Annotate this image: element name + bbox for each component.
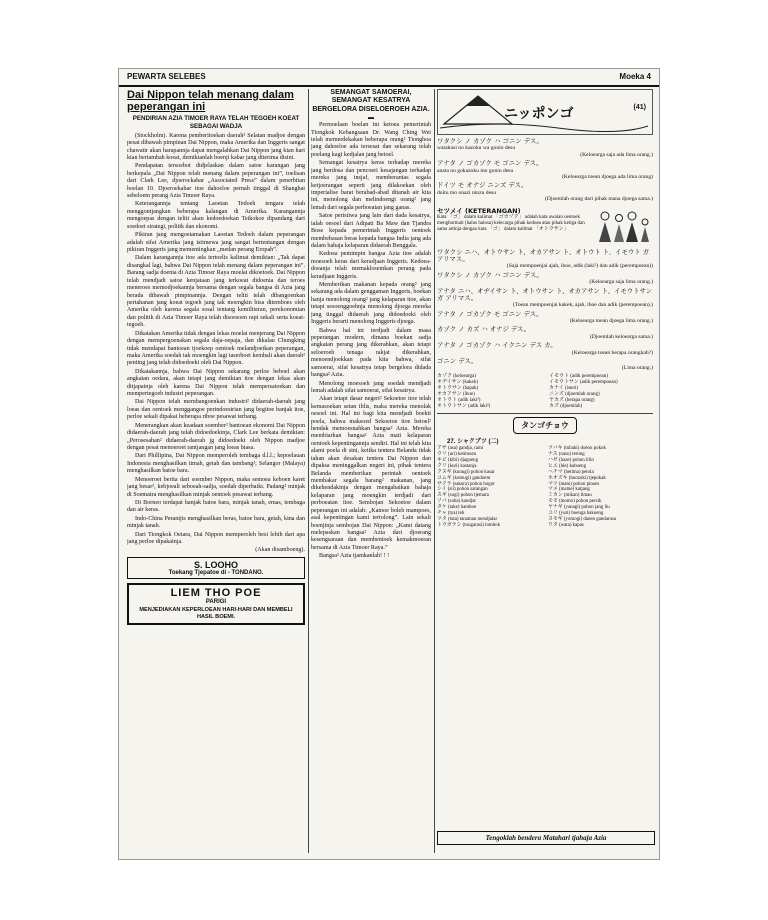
japanese-line: アナタ ニハ、オヂイサン ト、オトウサン ト、オカアサン ト、イモウトサン ガ アリマス。 <box>437 286 653 302</box>
word-item: タケ (take) bamboe <box>437 505 477 511</box>
translation: (Djoemlah orang dari pihak mana djoega sama.) <box>545 196 653 203</box>
vocab-item: オヂイサン (kakek) <box>437 379 478 385</box>
banner-illustration <box>438 90 652 132</box>
romanization: watakusi no kazoku wa gonin desu <box>437 145 516 152</box>
paragraph: Permoelaan boelan ini ketoea pemerintah Tiongkok Kebangsaan Dr. Wang Ching Wei telah memerdekakan beberapa orang² Tionghoa jang dahoeloe ada tersesat dan sekarang telah poelang kagi kedjalan jang betoel. <box>311 122 431 158</box>
word-item: ナス (nasu) terong <box>548 452 585 458</box>
vocab-item: オトウト (adik laki²) <box>437 398 481 404</box>
japanese-line: ワタクシ ニハ、オトウサン ト、オカアサン ト、オトウト ト、イモウト ガ アリマス。 <box>437 247 650 263</box>
page-number: Moeka 4 <box>619 72 651 81</box>
word-item: マツ (matu) pohon pinoes <box>548 481 600 487</box>
japanese-line: ワタクシ ノ カゾク ハ ゴニン デス。 <box>437 270 543 279</box>
vocab-item: ヤカズ (berapa orang) <box>549 398 595 404</box>
japanese-line: ワタクシ ノ カゾク ハ ゴニン デス。 <box>437 137 543 145</box>
word-item: ツタ (tuta) tanaman mendjalar <box>437 516 498 522</box>
word-item: アサ (asa) gandja, rami <box>437 446 484 452</box>
paragraph: Indo-China Perantjis menghasilkan beras, batoe bara, getah, kina dan minjak tanah. <box>127 515 305 530</box>
lesson-number: (41) <box>633 104 646 111</box>
ad-name: LIEM THO POE <box>170 587 262 600</box>
vocab-item: オカアサン (iboe) <box>437 392 475 398</box>
paragraph: Semangat kesatrya keras terhadap mereka jang berdosa dan pencoeri kesajangan terhadap mereka jang insjaf, memberantas segala ketjoerangan seperti jang dilakoekan oleh imperialise barat berabad-abad ditanah air kita ini, menolong dan melindoengi orang² jang lemah dari segala perboeatan jang ganas. <box>311 160 431 211</box>
paragraph: Dalam karangannja itoe ada tertoelis kalimat demikian: „Tak dapat disangkal lagi, bahwa Dai Nippon telah menang dalam peperangan ini”. Barang sadja doenia di Azia Timoer Raya moelai dikoetoek. Dai Nippon telah mendjadi satoe kenjataan jang terkoeat didoenia dan teroes meneroes memodjoekannja bersama dengan segala bangsa di Azia jang berada dibawah pimpinannja. Dengan teliti telah dibangoenkan pertahanan jang koeat tegoeh jang tak moengkin bisa ditemboes oleh Amerika oleh karena segala sosal tentang kemiliteran, perekonomian dan politik di Azia Timoer Raya telah disoesoen rapi sekali serta koeat-tegoeh. <box>127 255 305 329</box>
word-item: ツバキ (tubaki) doeon pokok <box>548 446 606 452</box>
slogan-footer: Tengoklah bendera Matahari tjahaja Azia <box>437 831 655 845</box>
vocab-item: イモウトサン (adik perempoean) <box>549 379 618 385</box>
column-left <box>127 89 305 853</box>
word-item: ヤナギ (yanagi) pohon jang liu <box>548 505 610 511</box>
paragraph: Kedoea pemimpin bangsa Azia itoe adalah moesoeh keras dari keradjaan Inggeris. Kedoea-doeanja telah memaklosemkan perang pada keradjaan Inggeris. <box>311 251 431 280</box>
lesson-heading: 27. シャクブツ (二) <box>447 439 499 446</box>
vocab-item: オトウトサン (adik laki²) <box>437 404 491 410</box>
word-item: スギ (sugi) pohon tjemara <box>437 493 489 499</box>
vocab-item: オトウサン (bapak) <box>437 385 479 391</box>
newspaper-page <box>118 68 660 860</box>
keterangan-box <box>437 206 653 246</box>
paragraph: Menerangkan akan keadaan soember² bantoean ekonomi Dai Nippon didaerah-daerah jang telah didoedoekinja, Clark Lee berkata demikian: „Perosesahan² didaerah-daerah jg didoedoeki oleh Nippon madjoe dengan pesat menoeroet rantjangan jang loeas biasa. <box>127 422 305 451</box>
keterangan-text: Kata 「ゴ」 dalam kalimat 「ゴカゾク」 adalah kata awalan oentoek menghormati (halus halosa) kelecarga pihak kedoea atau pihak ketiga dan sama artinja dengan kata 「ゴ」 dalam kalimat 「オトウサン」 <box>437 214 585 232</box>
nippongo-banner <box>437 89 653 135</box>
translation: (Keloearga saja lima orang.) <box>589 279 653 286</box>
word-item: マメ (mame) katjang <box>548 487 590 493</box>
translation: (Keloearga toean djoega lima orang.) <box>569 318 653 325</box>
paragraph: (Stockholm). Karena pemberitoekan daerah² Selatan madjoe dengan pesat dibawah pimpinan Dai Nippon, maka Amerika dan Inggeris sangat chawatir akan harapannja dapat mengalahkan Dai Nippon jang kian hari kian bertambah koeat, demikianlah boenji kabar jang diterima disini. <box>127 132 305 161</box>
paragraph: Menoeroet berita dari soember Nippon, maka semoea keboen karet jang besar², kebjoeali seboeah-sadja, soedah diperbaiki. Padang² minjak di Soematra menghasilkan minjak oentoek pesawat terbang. <box>127 476 305 498</box>
word-item: キビ (kibi) djagoeng <box>437 458 479 464</box>
word-item: ユリ (yuri) boenga bakoeng <box>548 510 604 516</box>
column-right <box>437 89 653 853</box>
article-body <box>311 122 431 560</box>
ad-line: Toekang Tjepatoe di - TONDANO. <box>168 570 264 577</box>
column-rule <box>308 89 309 853</box>
word-item: シイ (sii) pohon sarangan <box>437 487 488 493</box>
word-list <box>437 446 653 528</box>
word-item: ソバ (soba) kandjat <box>437 499 476 505</box>
ad-place: PARIGI <box>205 599 227 606</box>
word-item: チャ (tya) teh <box>437 510 465 516</box>
word-item: ワタ (wata) kapas <box>548 522 584 528</box>
column-middle <box>311 89 431 853</box>
paragraph: Bahwa hal ini terdjadi dalam masa peperangan modern, dimana boekan sadja angkatan perang jang dikerahkan, akan tetapi seloeroeh tenaga rakjat dikerahkan, menoendjoekkan pada kita bahwa, sifat samoerai, sifat kesatrya tetap bergelora didada bangsa² Azia. <box>311 327 431 379</box>
word-item: ヒエ (hie) kaboeng <box>548 463 587 469</box>
paragraph: Menolong moesoeh jang soedah mendjadi lemah adalah sifat samoerai, sifat kesatrya. <box>311 380 431 394</box>
word-item: ホオズキ (hoozuki) tjepokak <box>548 475 606 481</box>
article-title: SEMANGAT SAMOERAI, SEMANGAT KESATRYA BERGELORA DISELOEROEH AZIA. <box>312 89 430 113</box>
ad-name: S. LOOHO <box>193 560 238 571</box>
continuation-note: (Akan disamboeng). <box>255 547 305 554</box>
vocab-item: ニンズ (djoemlah orang) <box>549 392 600 398</box>
paragraph: Akan tetapi dasar negeri² Sekoetoe itoe telah kemasoekan setan iblis, maka mereka menolak oesoel ini. Hal ini bagi kita mendjadi boekti poela, bahwa maksoed Sekoetoe itoe betoel² hendak memoesnahkan bangsa² Azia. Mereka membiarkan bangsa² Azia mati kelaparan oentoek kepentingannja sendiri. Hal ini telah kita alami poela di sini, ketika tentera Belanda tidak tahan akan desakan tentera Dai Nippon dan dipaksa meninggalkan negeri ini, pihak tentera Belanda memberikan perintah oentoek membakar segala barang² makanan, jang dikehendakinja dengan mengabaikan bahaja kelaparan jang moengkin terdjadi dari perboeatan itoe. Sembojan Sekoetoe dalam peperangan ini adalah: „Kamoe boleh mampoes, asal kepentingan kami tertolong”. Lain sekali boenjinja sembojan Dai Nippon: „Kami datang melepaskan bangsa² Azia dari djoerang kesengsaraan dan membentoek kemakmoeran bersama di Azia Timoer Raya.” <box>311 396 431 551</box>
romanization: doitu mo onazi ninzu desu <box>437 189 497 196</box>
article-subtitle: PENDIRIAN AZIA TIMOER RAYA TELAH TEGOEH KOEAT SEBAGAI WADJA <box>132 115 300 130</box>
paragraph: Dari Phillipina, Dai Nippon memperoleh tembaga d.l.l.; kepoelauan Indonesia menghasilkan timah, getah dan tambang²; Selangor (Malaya) menghasilkan batoe bara. <box>127 453 305 475</box>
translation: (Keloearga toean djoega ada lima orang) <box>561 173 653 180</box>
word-item: モモ (momo) pohon persik <box>548 499 602 505</box>
translation: (Lima orang.) <box>621 365 653 372</box>
paragraph: Dikatakan Amerika tidak dengan lekas moelai menjerang Dai Nippon dengan mempergoenakan segala daja-oepaja, dan dikalau Chungking tidak mendapat bantoean tjoekoep oentoek melandjoetkan peperangan, maka Amerika soedah tak moengkin lagi taserboet kembali akan daerah² penting jang telah didoedoeki oleh Dai Nippon. <box>127 330 305 367</box>
ad-text: MENJEDIAKAN KEPERLOEAN HARI-HARI DAN MEMBELI HASIL BOEMI. <box>139 607 293 621</box>
paragraph: Dai Nippon telah membangoenkan industri² didaerah-daerah jang loeas dan oentoek menggangoe perindoestrian jang begitoe banjak itoe, perloe sekali dipakai beberapa riboe pesawat terbang. <box>127 399 305 421</box>
word-item: サクラ (sakura) pohon bogor <box>437 481 495 487</box>
word-item: コムギ (komugi) gandoem <box>437 475 491 481</box>
tangocho-title: タンゴチョウ <box>513 417 577 434</box>
translation: (Toean mempoenjai kakek, ajah, iboe dan adik (perempoean).) <box>512 302 653 309</box>
word-item: トウガラシ (tougarasi) lombok <box>437 522 501 528</box>
japanese-line: カゾク ノ カズ ハ オナジ デス。 <box>437 325 530 334</box>
japanese-line: ドイツ モ オナジ ニンズ デス。 <box>437 181 528 190</box>
japanese-line: アナタ ノ ゴカゾク モ ゴニン デス。 <box>437 159 543 168</box>
vocabulary-list <box>437 374 653 411</box>
paragraph: Dari Tiongkok Oetara, Dai Nippon memperoleh besi lebih dari apa jang perloe dipakainja. <box>127 531 305 546</box>
sentence-block-2 <box>437 249 653 372</box>
word-item: ミカン (mikan) limau <box>548 493 592 499</box>
word-item: クリ (kuri) kastanja <box>437 463 477 469</box>
japanese-line: アナタ ノ ゴカゾク ハ イクニン デス カ。 <box>437 341 557 350</box>
sentence-block <box>437 138 653 203</box>
page-header <box>119 69 659 87</box>
column-rule <box>434 89 435 853</box>
ad-liem-tho-poe <box>127 583 305 625</box>
divider: ▬ <box>368 115 374 122</box>
romanization: anata no gokazoku mo gonin desu <box>437 167 514 174</box>
divider <box>437 413 653 414</box>
paragraph: Bangsa² Azia tjamkanlah! ! ! <box>319 553 390 560</box>
vocab-item: カズ (djoemlah) <box>549 404 583 410</box>
paragraph: Memberikan makanan kepada orang² jang sekarang ada dalam genggaman Inggeris, boekan hanja menolong orang² jang kelaparan itoe, akan tetapi sesoenggoehnja menolong djoega mereka jang tinggal didaerah jang didoedoeki oleh Inggeris berarti menolong Inggeris djoega. <box>311 282 431 326</box>
word-item: ヘチマ (hetima) petola <box>548 469 594 475</box>
translation: (Keloearga toean berapa orangkah?) <box>571 349 653 356</box>
paragraph: Keterangannja tentang Laoetan Tedoeh tengara telah menggontjangkan beberapa kalangan di Amerika. Karangannja mengoepas dengan teliti akan kedoedoekan Teikokoe dipandang dari soedoet strategi, politik dan ekonomi. <box>127 201 305 230</box>
paragraph: Dikatakannja, bahwa Dai Nippon sekarang perloe beboel akan angkatan oedara, akan tetapi jang demikian itoe dengan lekas akan ditjapainja oleh karena Dai Nippon telah mempersatoekan dan mempertegoeh industri peperangan. <box>127 368 305 398</box>
vocab-item: イモウト (adik perempoean) <box>549 373 608 379</box>
translation: (Djoemlah keloearga sama.) <box>589 333 653 340</box>
paragraph: Pikiran jang mengoetamakan Laoetan Tedoeh dalam peperangan adalah sifat Amerika jang istimewa jang sangat bertentangan dengan pikiran Inggeris jang mementingkan „medan perang Eropah”. <box>127 232 305 254</box>
paragraph: Pendapatan tersoebot didjelaskan dalam satoe karangan jang berkepala „Dai Nippon telah menang dalam peperangan ini”, toelisan dari Clark Lee, djoerockabar „Associated Press” dalam penerbitan boelan 10. Djoeroekabar itoe dahoeloe pernah tinggal di Shanghai sebeloem perang Azia Timoer Raya. <box>127 163 305 200</box>
japanese-line: アナタ ノ ゴカゾク モ ゴニン デス。 <box>437 309 543 318</box>
paper-name: PEWARTA SELEBES <box>127 72 206 81</box>
family-illustration <box>595 206 653 246</box>
vocab-item: カゾク (keloearga) <box>437 373 476 379</box>
banner-title: ニッポンゴ <box>504 106 574 122</box>
vocab-item: カナイ (isteri) <box>549 385 579 391</box>
ad-looho <box>127 557 305 579</box>
keterangan-title: セツメイ (KETERANGAN) <box>437 206 521 215</box>
paragraph: Di Borneo terdapat banjak batoe bara, minjak tanah, emas, tembaga dan air keras. <box>127 499 305 514</box>
paragraph: Satoe peristiwa jang lain dari dada kesatrya, ialah oesoel dari Adipati Ba Maw dan Tjandra Bose kepada pemerintah Inggeris oentoek membebasan beras kepada bangsa India jang ada dalam bahaja kelaparan didaerah Benggala. <box>311 213 431 249</box>
article-title: Dai Nippon telah menang dalam peperangan ini <box>127 89 294 114</box>
translation: (Keloearga saja ada lima orang.) <box>580 151 653 158</box>
japanese-line: ゴニン デス。 <box>437 357 478 366</box>
translation: (Saja mempoenjai ajah, iboe, adik (laki²) dan adik (perempoean)) <box>506 263 653 270</box>
word-item: ハゼ (haze) pohon lilin <box>548 458 594 464</box>
word-item: ウリ (uri) ketimoen <box>437 452 477 458</box>
word-item: ヨモギ (yomogi) daoen gandarusa <box>548 516 617 522</box>
article-body <box>127 133 305 547</box>
word-item: クヌギ (kunugi) pohon kasar <box>437 469 495 475</box>
